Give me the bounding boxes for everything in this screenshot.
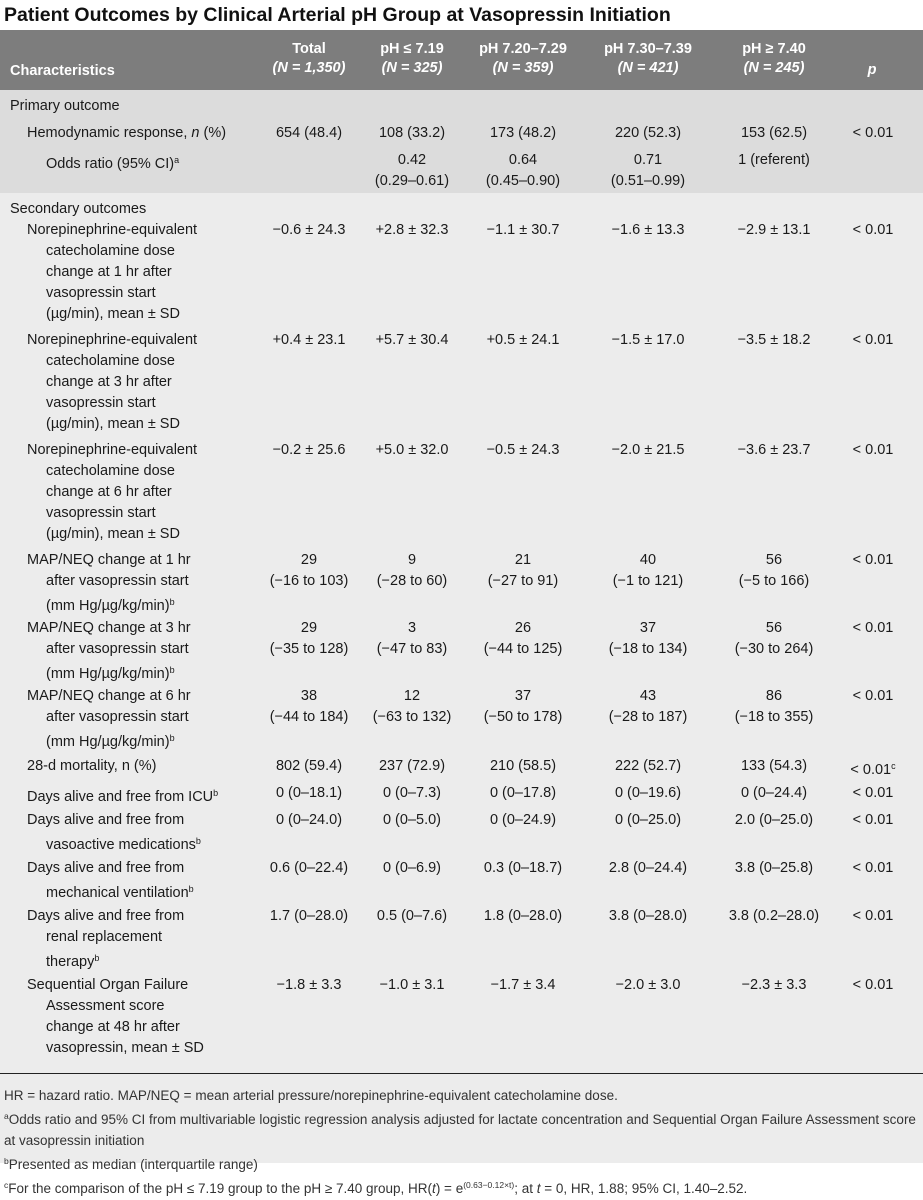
header-ph-7-20-7-29: pH 7.20–7.29 (N = 359) xyxy=(479,41,567,76)
footnote-a: $^a$Odds ratio and 95% CI from multivariable logistic regression analysis adjusted for lactate concentration and Sequential Organ Failure Assessment score at vasopressin initiation xyxy=(4,1111,916,1148)
table-cell: +5.0 ± 32.0 xyxy=(375,442,449,458)
table-cell: −0.2 ± 25.6 xyxy=(272,442,346,458)
table-cell: 0 (0–24.0) xyxy=(275,812,343,828)
header-p-value: p xyxy=(867,62,877,78)
row-label: MAP/NEQ change at 6 hr after vasopressin start (mm Hg/µg/kg/min)$^b$ xyxy=(27,688,191,750)
table-cell: +0.4 ± 23.1 xyxy=(272,332,346,348)
table-title: Patient Outcomes by Clinical Arterial pH Group at Vasopressin Initiation xyxy=(4,4,671,26)
table-cell: −0.5 ± 24.3 xyxy=(486,442,560,458)
table-cell: +2.8 ± 32.3 xyxy=(375,222,449,238)
table-cell: 0.3 (0–18.7) xyxy=(483,860,563,876)
table-cell: −0.6 ± 24.3 xyxy=(272,222,346,238)
row-label: Hemodynamic response, n (%) xyxy=(27,125,227,141)
row-label: Norepinephrine-equivalent catecholamine dose change at 6 hr after vasopressin start (µg/min), mean ± SD xyxy=(27,442,198,542)
header-total: Total (N = 1,350) xyxy=(272,41,346,76)
table-cell: 40 (−1 to 121) xyxy=(612,552,684,589)
table-bottom-rule xyxy=(0,1073,923,1074)
header-characteristics: Characteristics xyxy=(10,63,115,79)
table-cell: −2.9 ± 13.1 xyxy=(737,222,811,238)
table-cell: 21 (−27 to 91) xyxy=(487,552,559,589)
table-cell: 210 (58.5) xyxy=(489,758,557,774)
p-value-cell: < 0.01 xyxy=(852,442,894,458)
table-cell: 0 (0–24.4) xyxy=(740,785,808,801)
table-cell: 12 (−63 to 132) xyxy=(372,688,452,725)
footnote-abbreviations: HR = hazard ratio. MAP/NEQ = mean arterial pressure/norepinephrine-equivalent catecholamine dose. xyxy=(4,1088,618,1103)
table-cell: 37 (−18 to 134) xyxy=(608,620,688,657)
row-label: Norepinephrine-equivalent catecholamine dose change at 3 hr after vasopressin start (µg/min), mean ± SD xyxy=(27,332,198,432)
table-cell: −3.5 ± 18.2 xyxy=(737,332,811,348)
table-cell: −1.6 ± 13.3 xyxy=(611,222,685,238)
table-footnotes xyxy=(0,1085,923,1199)
table-cell: 0.5 (0–7.6) xyxy=(376,908,448,924)
table-cell: 9 (−28 to 60) xyxy=(376,552,448,589)
row-label: Days alive and free from ICU$^b$ xyxy=(27,788,219,805)
table-cell: 0 (0–25.0) xyxy=(614,812,682,828)
row-label: Norepinephrine-equivalent catecholamine dose change at 1 hr after vasopressin start (µg/min), mean ± SD xyxy=(27,222,198,322)
table-cell: 0 (0–7.3) xyxy=(382,785,442,801)
table-cell: 1.8 (0–28.0) xyxy=(483,908,563,924)
table-cell: 0 (0–19.6) xyxy=(614,785,682,801)
p-value-cell: < 0.01 xyxy=(852,332,894,348)
p-value-cell: < 0.01 xyxy=(852,860,894,876)
row-label: MAP/NEQ change at 1 hr after vasopressin start (mm Hg/µg/kg/min)$^b$ xyxy=(27,552,191,614)
p-value-cell: < 0.01 xyxy=(852,552,894,568)
table-cell: 1.7 (0–28.0) xyxy=(269,908,349,924)
p-value-cell: < 0.01 xyxy=(852,222,894,238)
table-cell: 86 (−18 to 355) xyxy=(734,688,814,725)
table-cell: 37 (−50 to 178) xyxy=(483,688,563,725)
table-cell: 0 (0–18.1) xyxy=(275,785,343,801)
row-label: Odds ratio (95% CI)$^a$ xyxy=(46,155,180,172)
table-cell: 3.8 (0.2–28.0) xyxy=(728,908,820,924)
table-cell: −2.0 ± 21.5 xyxy=(611,442,685,458)
p-value-cell: < 0.01 xyxy=(852,785,894,801)
p-value-cell: < 0.01 xyxy=(852,908,894,924)
header-ph-le-7-19: pH ≤ 7.19 (N = 325) xyxy=(380,41,444,76)
footnote-c: $^c$For the comparison of the pH ≤ 7.19 group to the pH ≥ 7.40 group, $HR(t) = e^{(0.63-0.12\times t)}$; at t = 0, HR, 1.88; 95% CI, 1.40–2.52. xyxy=(4,1180,748,1196)
table-cell: 56 (−5 to 166) xyxy=(738,552,810,589)
footnote-b: $^b$Presented as median (interquartile range) xyxy=(4,1156,258,1172)
table-cell: 26 (−44 to 125) xyxy=(483,620,563,657)
table-cell: 0 (0–24.9) xyxy=(489,812,557,828)
p-value-cell: < 0.01 xyxy=(852,688,894,704)
row-label: Days alive and free from vasoactive medications$^b$ xyxy=(27,812,201,853)
table-cell: 29 (−16 to 103) xyxy=(269,552,349,589)
table-cell: −1.1 ± 30.7 xyxy=(486,222,560,238)
table-cell: 2.8 (0–24.4) xyxy=(608,860,688,876)
row-label: Days alive and free from mechanical ventilation$^b$ xyxy=(27,860,194,901)
table-cell: 0 (0–17.8) xyxy=(489,785,557,801)
table-cell: −1.8 ± 3.3 xyxy=(276,977,342,993)
table-header xyxy=(0,30,923,90)
header-ph-ge-7-40: pH ≥ 7.40 (N = 245) xyxy=(742,41,806,76)
table-cell: 802 (59.4) xyxy=(275,758,343,774)
table-cell: 3.8 (0–25.8) xyxy=(734,860,814,876)
table-cell: −1.0 ± 3.1 xyxy=(379,977,445,993)
header-ph-7-30-7-39: pH 7.30–7.39 (N = 421) xyxy=(604,41,692,76)
table-cell: 2.0 (0–25.0) xyxy=(734,812,814,828)
table-cell: 133 (54.3) xyxy=(740,758,808,774)
table-cell: 237 (72.9) xyxy=(378,758,446,774)
table-cell: 0.6 (0–22.4) xyxy=(269,860,349,876)
table-cell: +5.7 ± 30.4 xyxy=(375,332,449,348)
row-label: MAP/NEQ change at 3 hr after vasopressin start (mm Hg/µg/kg/min)$^b$ xyxy=(27,620,191,682)
p-value-cell: < 0.01$^c$ xyxy=(850,761,896,778)
table-cell: −1.7 ± 3.4 xyxy=(490,977,556,993)
table-cell: −2.3 ± 3.3 xyxy=(741,977,807,993)
table-cell: 29 (−35 to 128) xyxy=(269,620,349,657)
p-value-cell: < 0.01 xyxy=(852,812,894,828)
p-value-cell: < 0.01 xyxy=(852,977,894,993)
row-label: 28-d mortality, n (%) xyxy=(27,758,157,774)
table-cell: −2.0 ± 3.0 xyxy=(615,977,681,993)
table-cell: −1.5 ± 17.0 xyxy=(611,332,685,348)
table-cell: 0 (0–6.9) xyxy=(382,860,442,876)
table-cell: −3.6 ± 23.7 xyxy=(737,442,811,458)
table-cell: 0 (0–5.0) xyxy=(382,812,442,828)
table-cell: 3.8 (0–28.0) xyxy=(608,908,688,924)
row-label: Sequential Organ Failure Assessment score change at 48 hr after vasopressin, mean ± SD xyxy=(27,977,204,1056)
table-cell: 222 (52.7) xyxy=(614,758,682,774)
table-cell: 3 (−47 to 83) xyxy=(376,620,448,657)
table-cell: 38 (−44 to 184) xyxy=(269,688,349,725)
table-cell: +0.5 ± 24.1 xyxy=(486,332,560,348)
p-value-cell: < 0.01 xyxy=(852,620,894,636)
table-cell: 43 (−28 to 187) xyxy=(608,688,688,725)
table-cell: 56 (−30 to 264) xyxy=(734,620,814,657)
row-label: Days alive and free from renal replacement therapy$^b$ xyxy=(27,908,185,970)
